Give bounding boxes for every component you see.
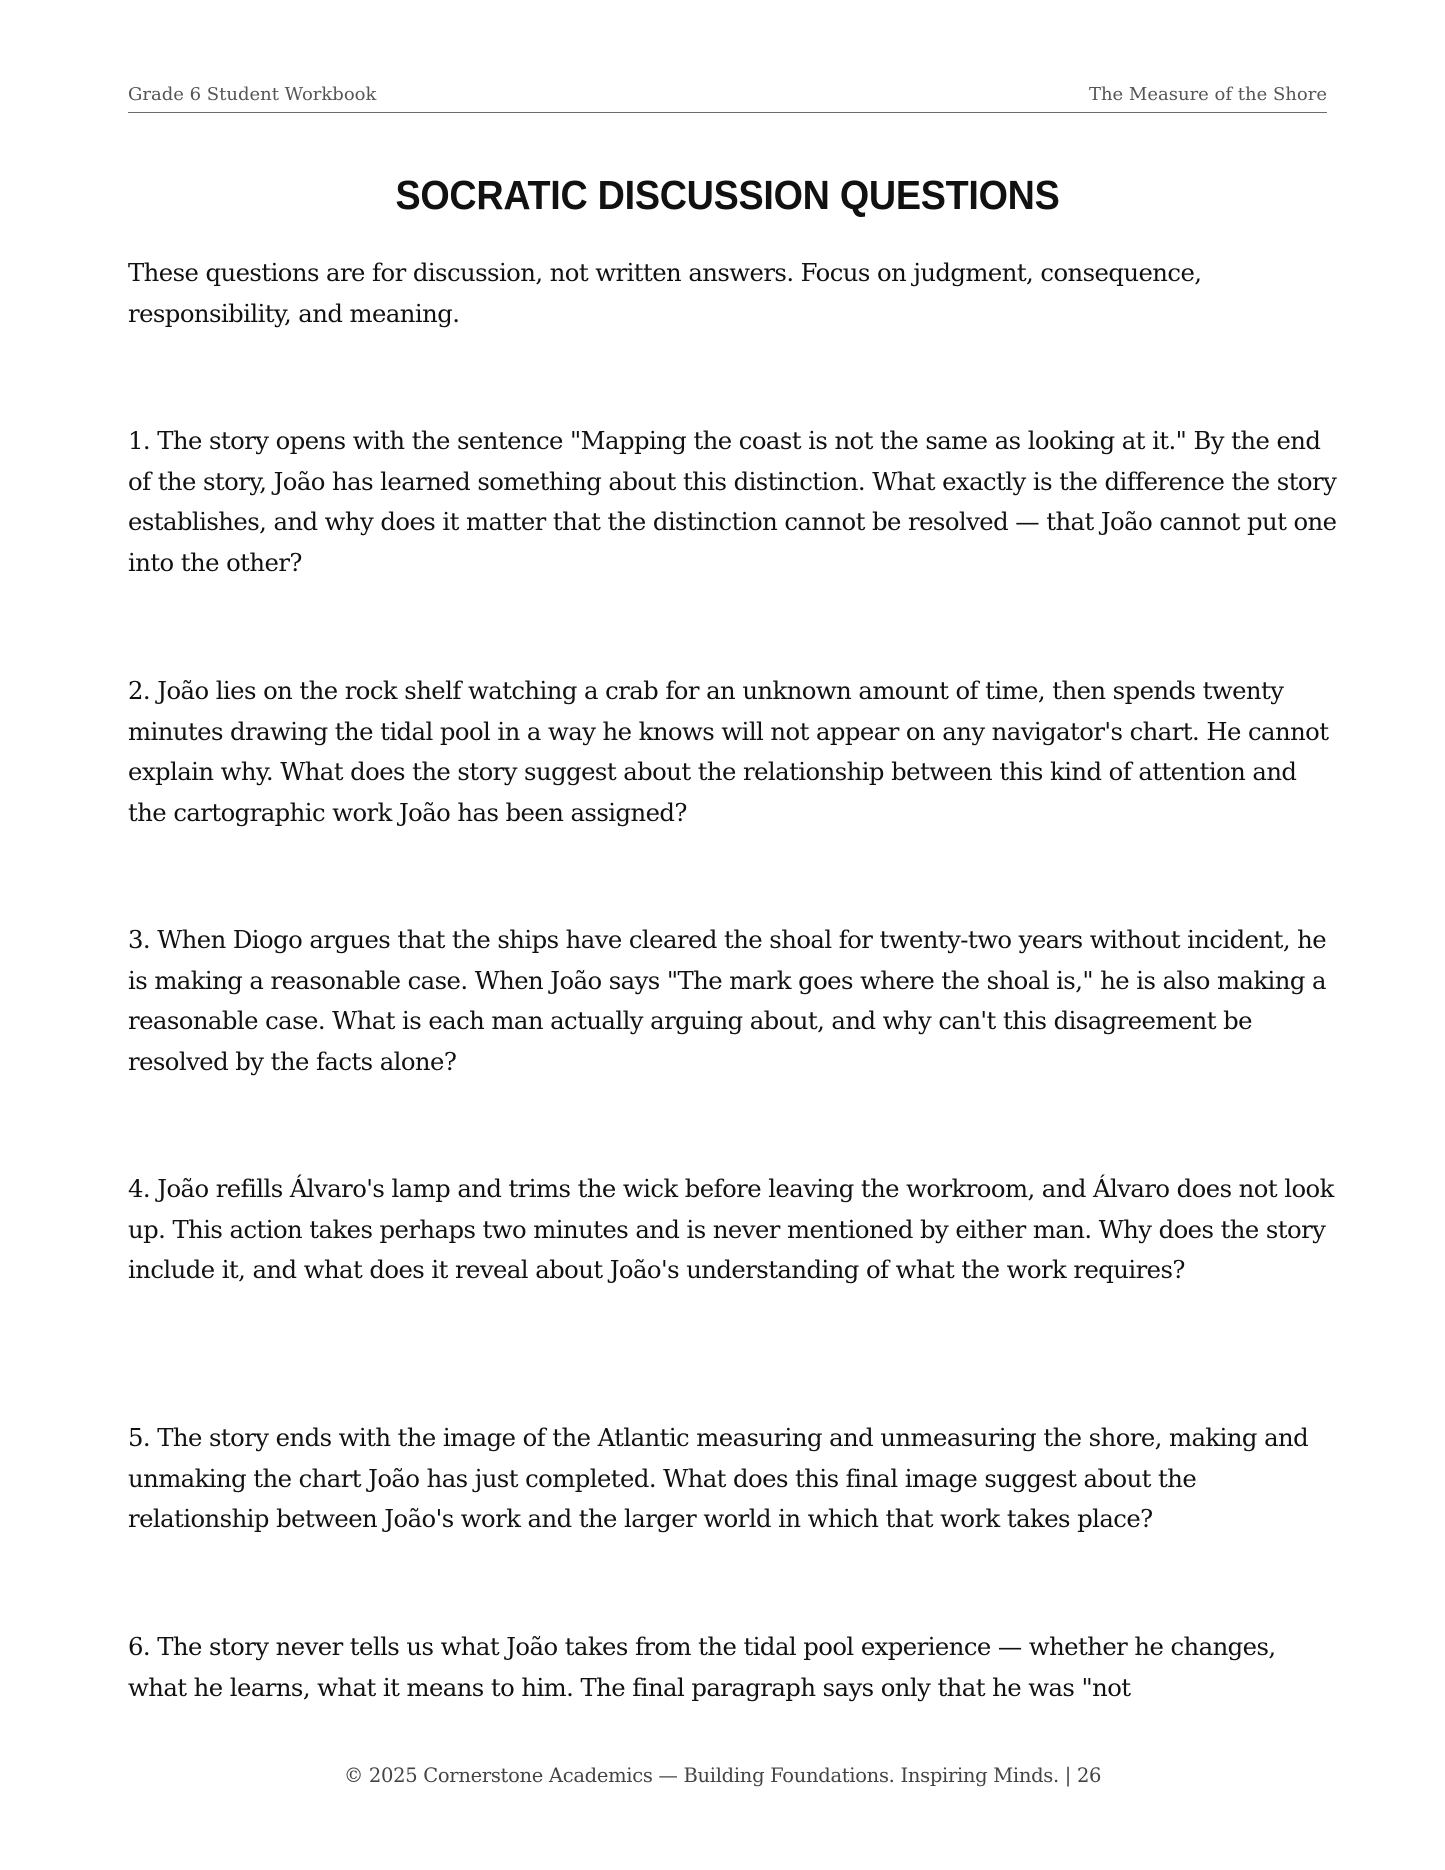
header-workbook-title: Grade 6 Student Workbook xyxy=(128,84,377,105)
intro-paragraph: These questions are for discussion, not written answers. Focus on judgment, consequence, responsibility, and meaning. xyxy=(128,258,1202,328)
running-header xyxy=(128,84,1327,113)
page-title: SOCRATIC DISCUSSION QUESTIONS xyxy=(395,172,1060,218)
header-story-title: The Measure of the Shore xyxy=(1088,84,1327,105)
question-6: 6. The story never tells us what João takes from the tidal pool experience — whether he changes, what he learns, what it means to him. The final paragraph says only that he was "not xyxy=(128,1632,1276,1702)
question-3: 3. When Diogo argues that the ships have cleared the shoal for twenty-two years without incident, he is making a reasonable case. When João says "The mark goes where the shoal is," he is also making a reasonable case. What is each man actually arguing about, and why can't this disagreement be resolved by the facts alone? xyxy=(128,925,1327,1076)
question-5: 5. The story ends with the image of the Atlantic measuring and unmeasuring the shore, making and unmaking the chart João has just completed. What does this final image suggest about the relationship between João's work and the larger world in which that work takes place? xyxy=(128,1423,1309,1533)
question-2: 2. João lies on the rock shelf watching a crab for an unknown amount of time, then spends twenty minutes drawing the tidal pool in a way he knows will not appear on any navigator's chart. He cannot explain why. What does the story suggest about the relationship between this kind of attention and the cartographic work João has been assigned? xyxy=(128,676,1329,827)
page-footer: © 2025 Cornerstone Academics — Building Foundations. Inspiring Minds. | 26 xyxy=(343,1764,1102,1787)
question-4: 4. João refills Álvaro's lamp and trims the wick before leaving the workroom, and Álvaro does not look up. This action takes perhaps two minutes and is never mentioned by either man. Why does the story include it, and what does it reveal about João's understanding of what the work requires? xyxy=(128,1174,1334,1284)
question-1: 1. The story opens with the sentence "Mapping the coast is not the same as looking at it." By the end of the story, João has learned something about this distinction. What exactly is the difference the story establishes, and why does it matter that the distinction cannot be resolved — that João cannot put one into the other? xyxy=(128,426,1337,577)
